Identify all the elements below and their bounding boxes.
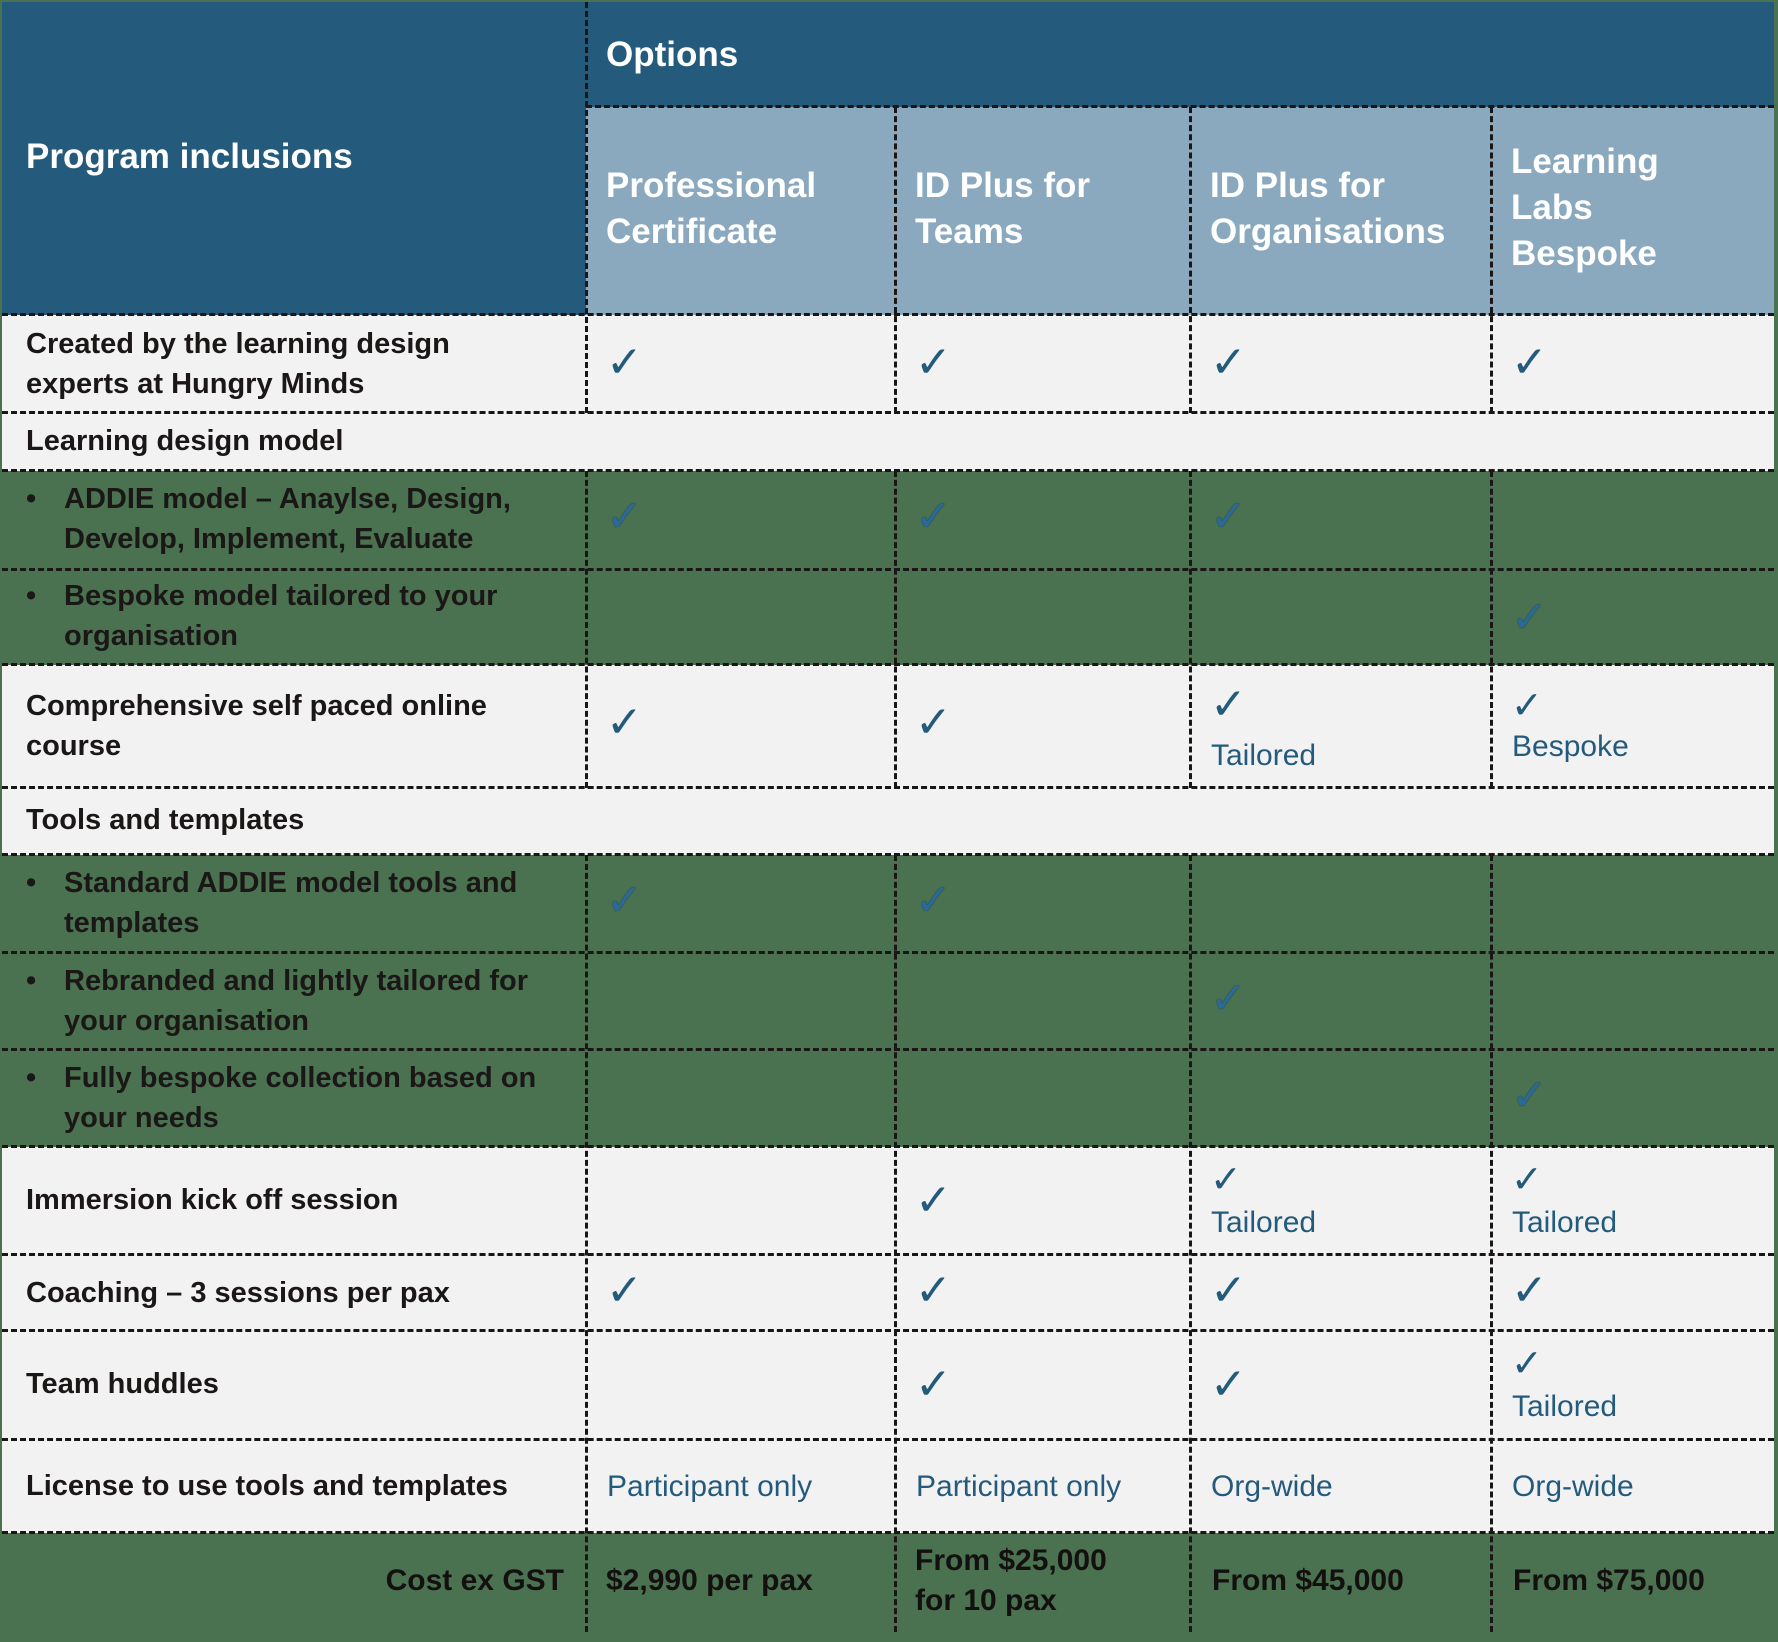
column-header-label [915, 163, 1090, 255]
line: Created by the learning design [26, 328, 450, 360]
divider [2, 1438, 1774, 1441]
check-icon: ✓ [1210, 1157, 1242, 1201]
check-icon: ✓ [1210, 491, 1247, 542]
check-icon: ✓ [1210, 1359, 1247, 1410]
line: Professional [606, 166, 817, 205]
line: From $25,000 [915, 1544, 1107, 1577]
divider [2, 853, 1774, 856]
divider [2, 951, 1774, 954]
check-icon: ✓ [1511, 1265, 1548, 1316]
section-learning-design-model [2, 413, 1774, 471]
divider [2, 1048, 1774, 1051]
cost-label: Cost ex GST [385, 1564, 564, 1597]
column-header-label [606, 163, 816, 255]
check-icon: ✓ [1511, 592, 1548, 643]
table-row-team-huddles [2, 1331, 1774, 1440]
line: Learning [1511, 142, 1659, 181]
table-row-rebranded [2, 953, 1774, 1050]
line: Fully bespoke collection based on [64, 1062, 537, 1094]
license-value: Participant only [916, 1470, 1122, 1503]
divider [585, 2, 588, 413]
check-icon: ✓ [915, 337, 952, 388]
divider [2, 786, 1774, 789]
divider [2, 1145, 1774, 1148]
bullet: • [26, 965, 37, 997]
table-row-immersion [2, 1147, 1774, 1255]
divider [2, 1253, 1774, 1256]
line: ADDIE model – Anaylse, Design, [64, 483, 511, 515]
divider [1490, 471, 1493, 788]
divider [2, 568, 1774, 571]
divider [1189, 855, 1192, 1632]
table-row-license [2, 1440, 1774, 1533]
line: your organisation [64, 1005, 309, 1037]
line: ID Plus for [1210, 166, 1386, 205]
tailored-note: Tailored [1211, 739, 1317, 772]
check-icon: ✓ [915, 697, 952, 748]
divider [2, 663, 1774, 666]
cost-value: $2,990 per pax [606, 1564, 813, 1597]
table-row-addie-model [2, 471, 1774, 570]
check-icon: ✓ [606, 491, 643, 542]
table-row-standard-tools [2, 855, 1774, 953]
cost-value: From $75,000 [1513, 1564, 1705, 1597]
line: Organisations [1210, 212, 1446, 251]
cost-value: From $45,000 [1212, 1564, 1404, 1597]
check-icon: ✓ [1511, 1070, 1548, 1121]
check-icon: ✓ [1511, 1341, 1543, 1385]
row-label [26, 863, 517, 943]
tailored-note: Tailored [1512, 1390, 1618, 1423]
row-label [26, 1058, 536, 1138]
line: for 10 pax [915, 1584, 1057, 1617]
check-icon: ✓ [1210, 337, 1247, 388]
license-value: Org-wide [1211, 1470, 1333, 1503]
line: Rebranded and lightly tailored for [64, 965, 529, 997]
divider [2, 469, 1774, 472]
bullet: • [26, 580, 37, 612]
row-label [26, 576, 497, 656]
row-label [26, 961, 528, 1041]
table-row-bespoke-model [2, 570, 1774, 665]
row-label [26, 686, 487, 766]
divider [2, 1531, 1774, 1534]
check-icon: ✓ [915, 1175, 952, 1226]
bullet: • [26, 867, 37, 899]
check-icon: ✓ [915, 1359, 952, 1410]
divider [1490, 107, 1493, 413]
row-label: Immersion kick off session [26, 1184, 399, 1216]
divider [2, 411, 1774, 414]
divider [1490, 855, 1493, 1632]
check-icon: ✓ [1511, 683, 1543, 727]
check-icon: ✓ [606, 337, 643, 388]
check-icon: ✓ [606, 697, 643, 748]
table-row-coaching [2, 1255, 1774, 1331]
bespoke-note: Bespoke [1512, 730, 1629, 763]
line: Teams [915, 212, 1024, 251]
line: your needs [64, 1102, 219, 1134]
line: ID Plus for [915, 166, 1091, 205]
row-label: Team huddles [26, 1368, 219, 1400]
options-header [586, 2, 1774, 107]
program-inclusions-title: Program inclusions [26, 137, 353, 176]
row-label [26, 479, 511, 559]
divider [1189, 471, 1192, 788]
row-label: License to use tools and templates [26, 1470, 508, 1502]
row-label: Coaching – 3 sessions per pax [26, 1277, 450, 1309]
check-icon: ✓ [1511, 1157, 1543, 1201]
row-label [26, 324, 450, 404]
check-icon: ✓ [915, 491, 952, 542]
section-tools-and-templates [2, 788, 1774, 855]
check-icon: ✓ [915, 875, 952, 926]
tailored-note: Tailored [1211, 1206, 1317, 1239]
check-icon: ✓ [606, 1265, 643, 1316]
line: Labs [1511, 188, 1593, 227]
program-inclusions-header [2, 2, 586, 315]
divider [586, 105, 1774, 108]
section-label: Tools and templates [26, 804, 305, 836]
line: templates [64, 907, 200, 939]
column-header-label [1210, 163, 1445, 255]
line: organisation [64, 620, 239, 652]
divider [585, 855, 588, 1632]
table-row-online-course [2, 665, 1774, 788]
column-header-professional-certificate [586, 107, 895, 315]
check-icon: ✓ [1210, 973, 1247, 1024]
check-icon: ✓ [606, 875, 643, 926]
column-header-id-plus-teams [895, 107, 1190, 315]
check-icon: ✓ [1210, 1265, 1247, 1316]
column-header-label [1511, 139, 1659, 277]
license-value: Participant only [607, 1470, 813, 1503]
divider [1189, 107, 1192, 413]
tailored-note: Tailored [1512, 1206, 1618, 1239]
table-row-created-by [2, 315, 1774, 413]
line: Bespoke [1511, 234, 1657, 273]
bullet: • [26, 483, 37, 515]
divider [894, 855, 897, 1632]
divider [2, 313, 1774, 316]
bullet: • [26, 1062, 37, 1094]
divider [585, 471, 588, 788]
line: Comprehensive self paced online [26, 690, 487, 722]
line: experts at Hungry Minds [26, 368, 365, 400]
table-row-cost [2, 1533, 1774, 1634]
section-label: Learning design model [26, 425, 344, 457]
line: Develop, Implement, Evaluate [64, 523, 474, 555]
check-icon: ✓ [915, 1265, 952, 1316]
column-header-id-plus-organisations [1190, 107, 1491, 315]
options-title: Options [606, 35, 739, 74]
license-value: Org-wide [1512, 1470, 1634, 1503]
line: Bespoke model tailored to your [64, 580, 498, 612]
cost-value [915, 1541, 1107, 1621]
divider [894, 471, 897, 788]
divider [2, 1329, 1774, 1332]
line: Standard ADDIE model tools and [64, 867, 518, 899]
line: course [26, 730, 122, 762]
divider [894, 107, 897, 413]
column-header-learning-labs-bespoke [1491, 107, 1774, 315]
line: Certificate [606, 212, 778, 251]
table-row-fully-bespoke [2, 1050, 1774, 1147]
check-icon: ✓ [1511, 337, 1548, 388]
check-icon: ✓ [1210, 679, 1247, 730]
